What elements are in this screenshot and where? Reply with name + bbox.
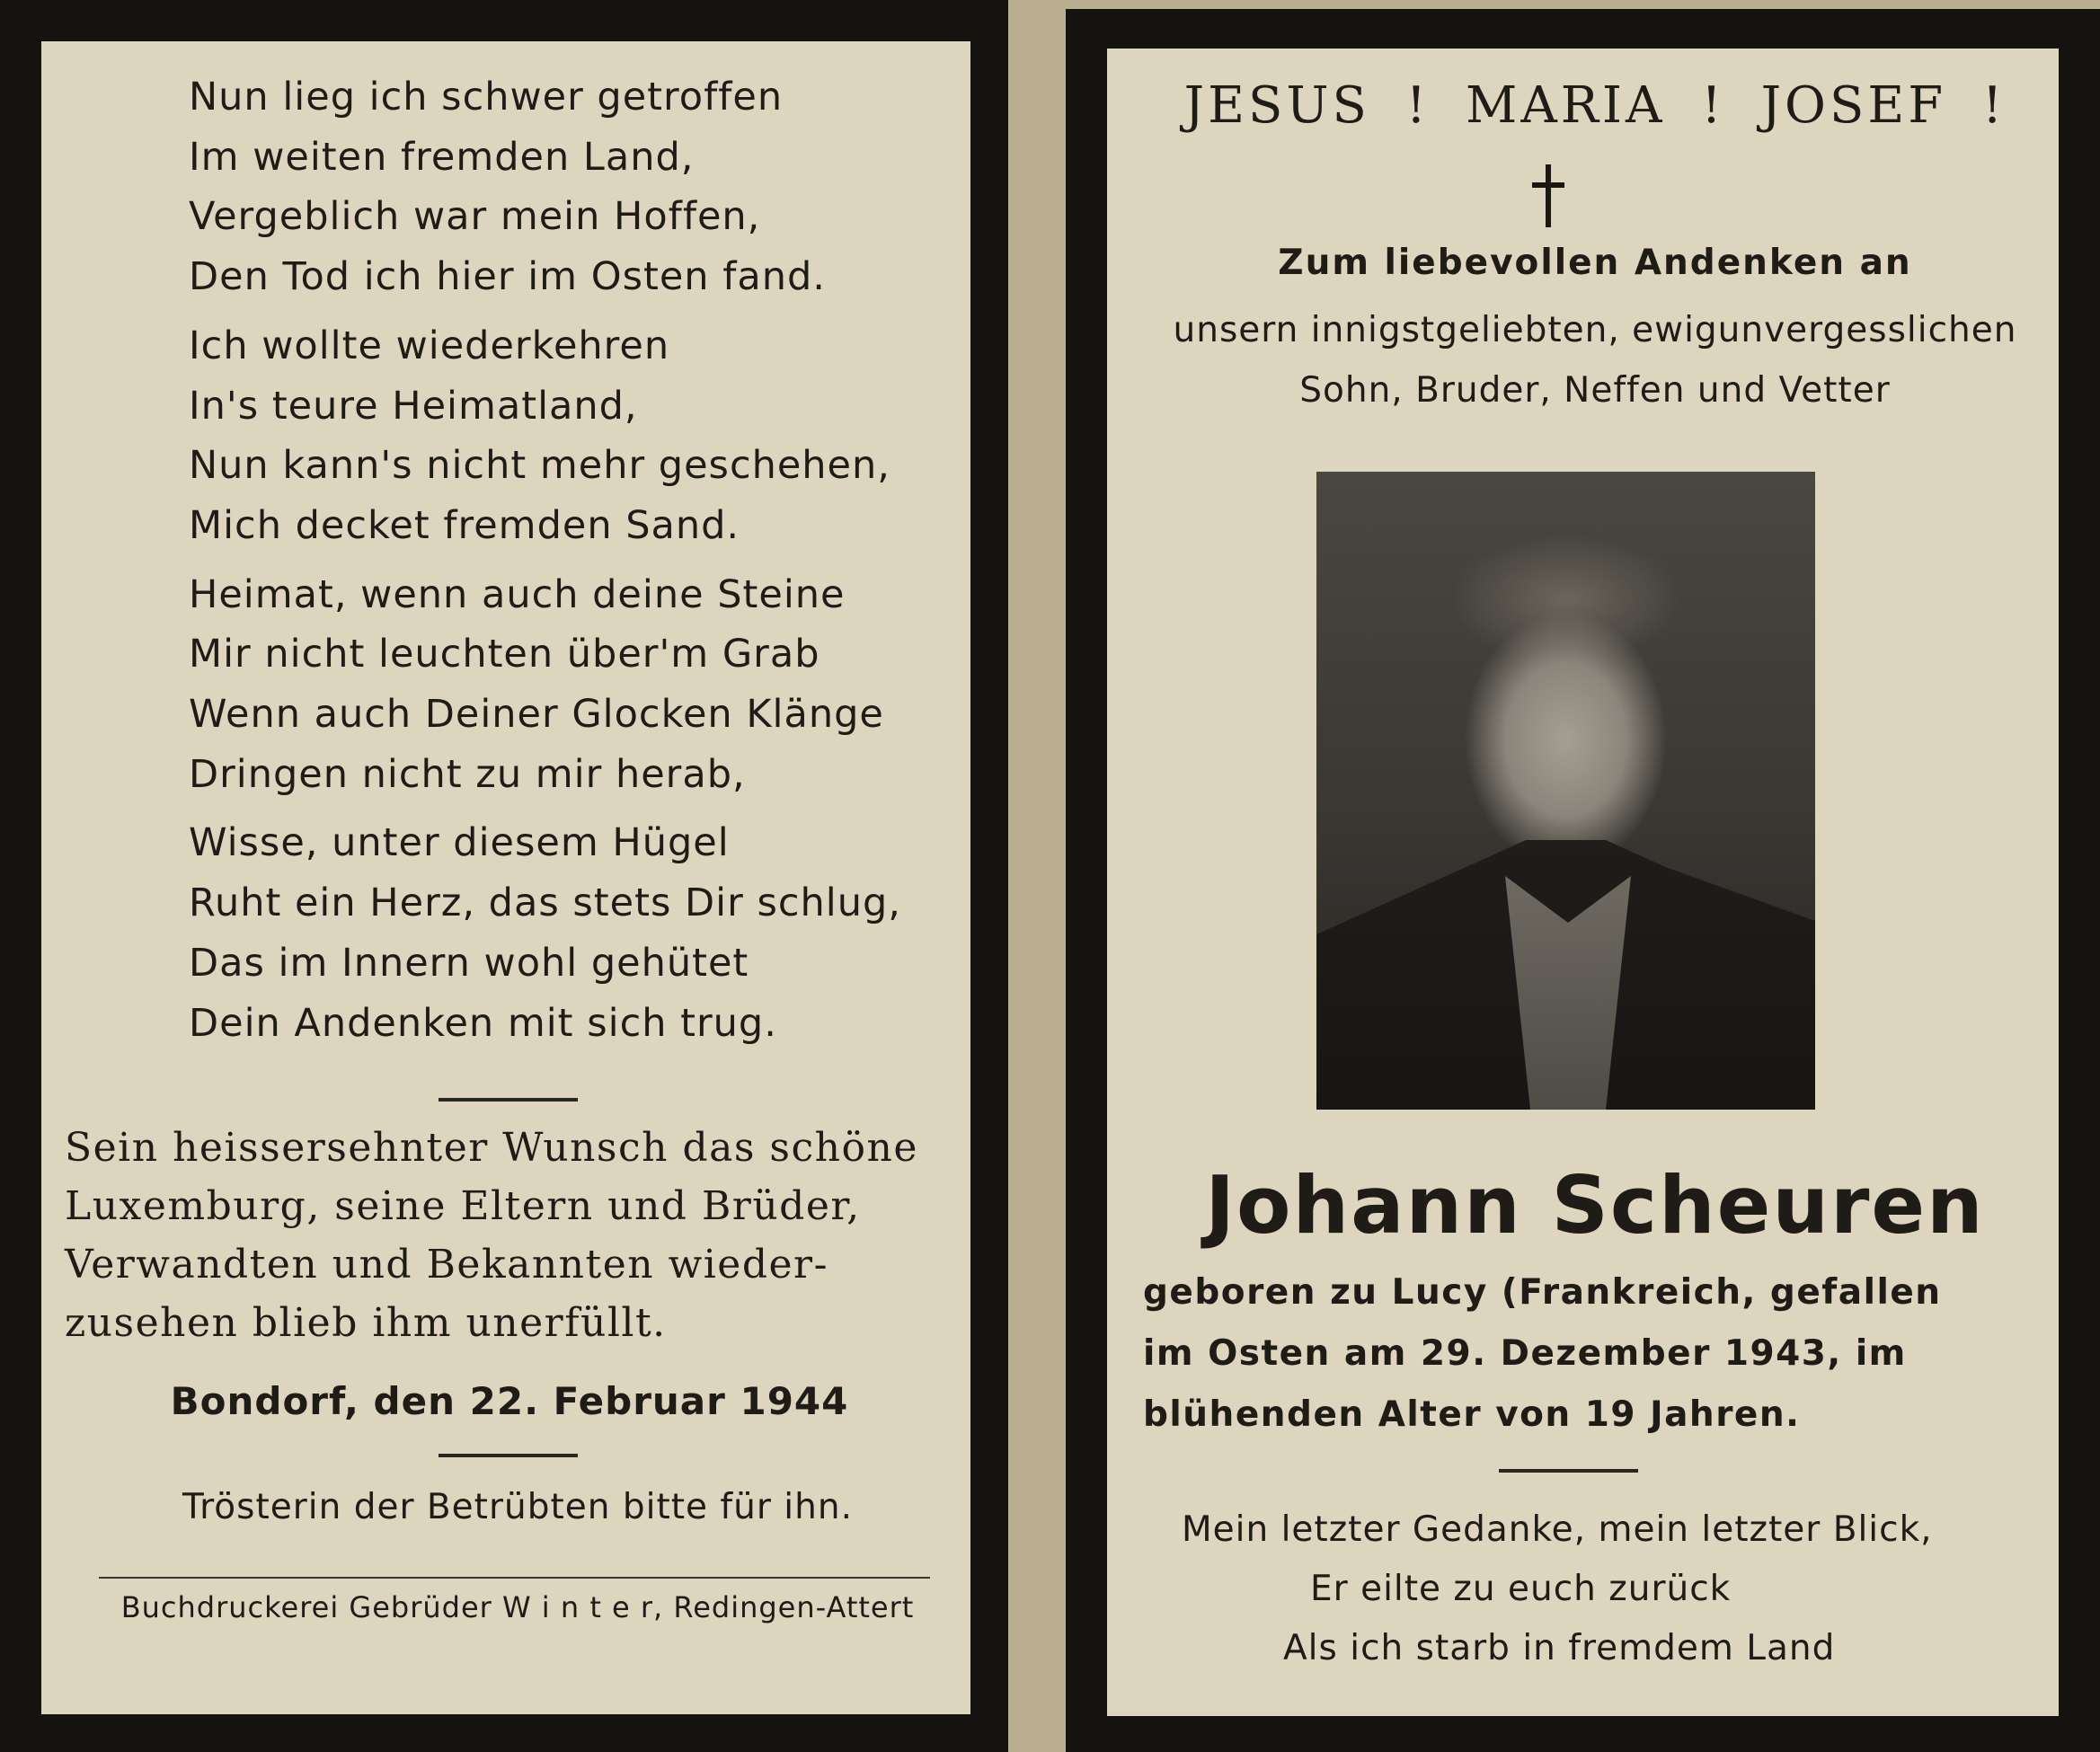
poem-stanza	[189, 316, 901, 556]
poem-line: In's teure Heimatland,	[189, 383, 638, 429]
poem-line: Dein Andenken mit sich trug.	[189, 1000, 777, 1046]
wish-line: Luxemburg, seine Eltern und Brüder,	[65, 1183, 861, 1229]
detail-line: im Osten am 29. Dezember 1943, im	[1143, 1333, 1907, 1374]
wish-line: Verwandten und Bekannten wieder-	[65, 1242, 828, 1287]
relation-line: unsern innigstgeliebten, ewigunvergesslichen	[1173, 310, 2017, 350]
poem-line: Dringen nicht zu mir herab,	[189, 751, 746, 797]
verse-line: Als ich starb in fremdem Land	[1283, 1628, 1836, 1668]
prayer-line: Trösterin der Betrübten bitte für ihn.	[182, 1487, 853, 1527]
printer-credit: Buchdruckerei Gebrüder W i n t e r, Redingen-Attert	[120, 1590, 915, 1624]
poem-line: Mich decket fremden Sand.	[189, 502, 740, 548]
cross-icon	[1532, 164, 1564, 227]
poem-line: Wisse, unter diesem Hügel	[189, 820, 730, 866]
wish-line: zusehen blieb ihm unerfüllt.	[65, 1300, 667, 1346]
poem	[189, 67, 901, 1062]
wish-line: Sein heissersehnter Wunsch das schöne	[65, 1125, 918, 1171]
verse-line: Mein letzter Gedanke, mein letzter Blick,	[1182, 1509, 1933, 1550]
divider-rule	[439, 1098, 578, 1102]
memory-heading: Zum liebevollen Andenken an	[1278, 243, 1912, 283]
printer-rule	[99, 1577, 930, 1579]
detail-line: geboren zu Lucy (Frankreich, gefallen	[1143, 1272, 1942, 1313]
invocation-heading: JESUS ! MARIA ! JOSEF !	[1183, 76, 2007, 135]
poem-stanza	[189, 565, 901, 805]
closing-verse	[1123, 1500, 2067, 1678]
poem-line: Mir nicht leuchten über'm Grab	[189, 632, 820, 677]
relation-line: Sohn, Bruder, Neffen und Vetter	[1299, 370, 1891, 411]
poem-line: Ich wollte wiederkehren	[189, 323, 670, 368]
place-date-line: Bondorf, den 22. Februar 1944	[170, 1379, 849, 1423]
poem-line: Nun lieg ich schwer getroffen	[189, 75, 784, 119]
wish-paragraph	[65, 1119, 927, 1352]
poem-line: Das im Innern wohl gehütet	[189, 940, 749, 986]
detail-line: blühenden Alter von 19 Jahren.	[1143, 1394, 1801, 1435]
poem-line: Heimat, wenn auch deine Steine	[189, 571, 846, 617]
poem-line: Den Tod ich hier im Osten fand.	[189, 254, 826, 300]
divider-rule	[439, 1454, 578, 1457]
poem-line: Wenn auch Deiner Glocken Klänge	[189, 692, 884, 738]
poem-line: Nun kann's nicht mehr geschehen,	[189, 443, 891, 489]
poem-stanza	[189, 813, 901, 1053]
poem-line: Ruht ein Herz, das stets Dir schlug,	[189, 880, 901, 926]
poem-line: Im weiten fremden Land,	[189, 134, 695, 180]
poem-stanza	[189, 67, 901, 307]
poem-line: Vergeblich war mein Hoffen,	[189, 194, 761, 240]
portrait-photo	[1316, 472, 1815, 1110]
deceased-name: Johann Scheuren	[1205, 1159, 1985, 1252]
verse-line: Er eilte zu euch zurück	[1310, 1569, 1732, 1609]
birth-death-details	[1143, 1262, 1997, 1446]
divider-rule	[1499, 1469, 1638, 1473]
